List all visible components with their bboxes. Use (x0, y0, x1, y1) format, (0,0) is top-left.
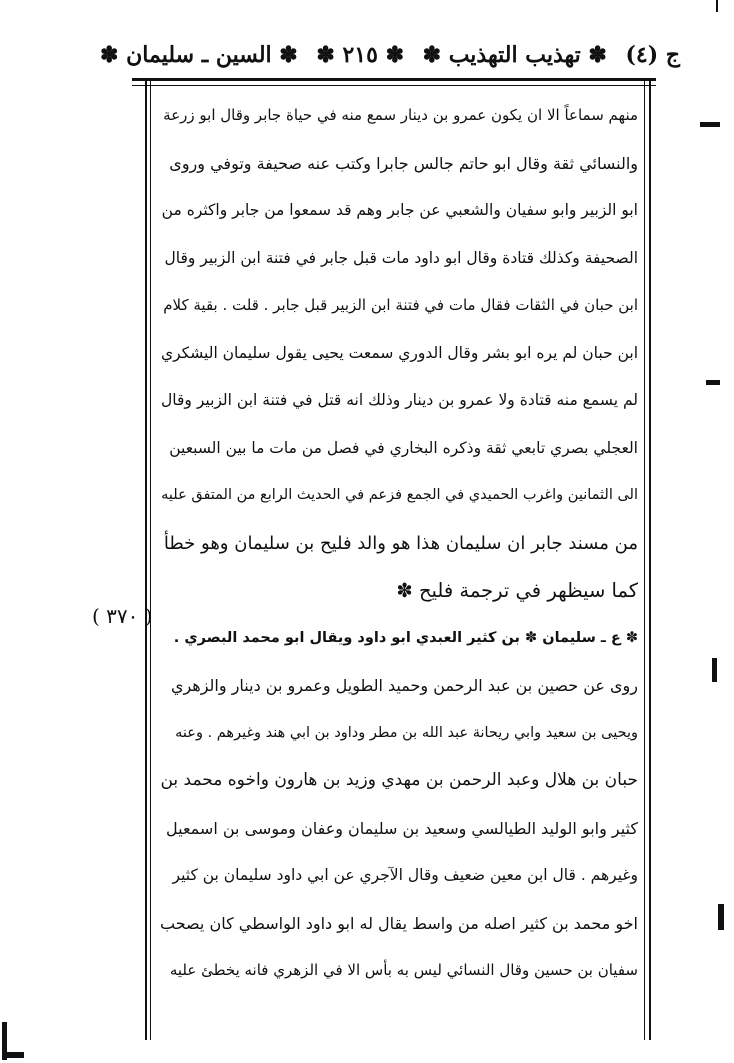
text-line: ويحيى بن سعيد وابي ريحانة عبد الله بن مطر وداود بن ابي هند وغيرهم . وعنه (175, 724, 638, 741)
text-line: من مسند جابر ان سليمان هذا هو والد فليح بن سليمان وهو خطأ (163, 532, 638, 554)
volume-label: ج (٤) (625, 42, 680, 68)
text-line: حبان بن هلال وعبد الرحمن بن مهدي وزيد بن هارون واخوه محمد بن (160, 770, 638, 790)
frame-left-outer (145, 80, 147, 1040)
text-line: منهم سماعاً الا ان يكون عمرو بن دينار سمع منه في حياة جابر وقال ابو زرعة (163, 106, 638, 124)
text-line: ابو الزبير وابو سفيان والشعبي عن جابر وهم قد سمعوا من جابر واكثره من (161, 201, 638, 219)
text-line: ابن حبان لم يره ابو بشر وقال الدوري سمعت يحيى يقول سليمان اليشكري (160, 343, 638, 362)
scan-mark (706, 380, 720, 385)
text-line: الصحيفة وكذلك قتادة وقال ابو داود مات قبل جابر في فتنة ابن الزبير وقال (164, 248, 638, 267)
scan-mark (718, 904, 724, 930)
text-line: سفيان بن حسين وقال النسائي ليس به بأس الا في الزهري فانه يخطئ عليه (169, 961, 638, 979)
page-number: ✽ ٢١٥ ✽ (316, 42, 404, 68)
entry-number: ( ٣٧٠ ) (92, 604, 153, 628)
text-line: والنسائي ثقة وقال ابو حاتم جالس جابرا وكتب عنه صحيفة وتوفي وروى (169, 153, 638, 173)
book-title: ✽ تهذيب التهذيب ✽ (422, 42, 607, 68)
page-header (100, 38, 680, 72)
body-text (160, 92, 638, 995)
text-line: وغيرهم . قال ابن معين ضعيف وقال الآجري عن ابي داود سليمان بن كثير (172, 866, 638, 884)
scan-mark (700, 122, 720, 127)
text-line: ابن حبان في الثقات فقال مات في فتنة ابن الزبير قبل جابر . قلت . بقية كلام (163, 296, 638, 314)
scan-mark (716, 0, 718, 12)
text-line: العجلي بصري تابعي ثقة وذكره البخاري في فصل من مات ما بين السبعين (169, 438, 638, 457)
text-line: روى عن حصين بن عبد الرحمن وحميد الطويل وعمرو بن دينار والزهري (170, 676, 638, 695)
frame-left-inner (150, 80, 151, 1040)
text-line: كما سيظهر في ترجمة فليح ✽ (396, 579, 638, 602)
text-line: لم يسمع منه قتادة ولا عمرو بن دينار وذلك انه قتل في فتنة ابن الزبير وقال (161, 391, 638, 409)
frame-right-outer (649, 80, 651, 1040)
scan-mark (712, 658, 717, 682)
text-line: اخو محمد بن كثير اصله من واسط يقال له ابو داود الواسطي كان يصحب (160, 913, 638, 933)
frame-right-inner (644, 80, 645, 1040)
entry-heading-line: ✽ ع ـ سليمان ✽ بن كثير العبدي ابو داود ويقال ابو محمد البصري . (173, 629, 638, 646)
text-line: كثير وابو الوليد الطيالسي وسعيد بن سليمان وعفان وموسى بن اسمعيل (166, 818, 638, 838)
header-rule (132, 78, 656, 86)
scan-mark (2, 1052, 24, 1058)
section-title: ✽ السين ـ سليمان ✽ (100, 42, 298, 68)
text-line: الى الثمانين واغرب الحميدي في الجمع فزعم في الحديث الرابع من المتفق عليه (161, 487, 638, 503)
